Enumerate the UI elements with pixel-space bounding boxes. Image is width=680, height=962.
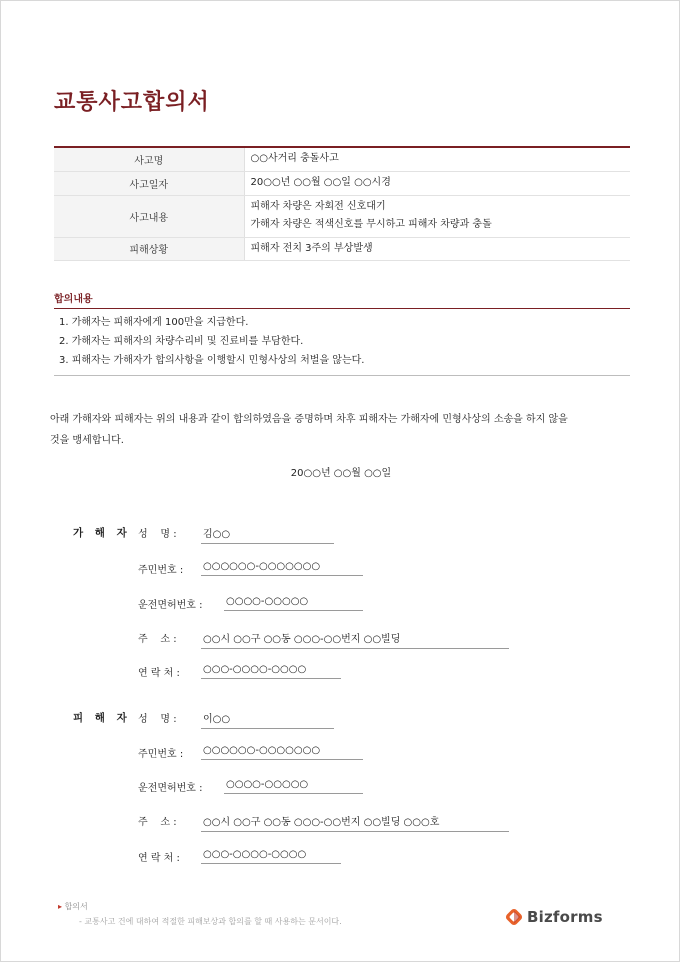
table-row — [54, 195, 630, 237]
statement-text — [50, 409, 632, 451]
agreement-heading: 합의내용 — [54, 294, 93, 305]
bizforms-logo[interactable] — [505, 908, 603, 926]
document-title: 교통사고합의서 — [54, 90, 210, 115]
victim-name-label: 성 명 : — [138, 714, 177, 725]
list-item: 2. 가해자는 피해자의 차량수리비 및 진료비를 부담한다. — [59, 336, 304, 347]
brand-name: Bizforms — [527, 908, 603, 926]
offender-license-field[interactable]: ○○○○-○○○○○ — [224, 596, 363, 611]
offender-license-label: 운전면허번호 : — [138, 600, 203, 611]
damage-status-value: 피해자 전치 3주의 부상발생 — [244, 237, 630, 260]
offender-id-field[interactable]: ○○○○○○-○○○○○○○ — [201, 561, 363, 576]
offender-phone-field[interactable]: ○○○-○○○○-○○○○ — [201, 664, 341, 679]
statement-line-1: 아래 가해자와 피해자는 위의 내용과 같이 합의하였음을 증명하며 차후 피해자는 가해자에 민형사상의 소송을 하지 않을 — [50, 414, 568, 425]
victim-title: 피 해 자 — [73, 712, 131, 724]
accident-detail-value: 피해자 차량은 자회전 신호대기 가해자 차량은 적색신호를 무시하고 피해자 차량과 충돌 — [244, 195, 630, 237]
victim-id-field[interactable]: ○○○○○○-○○○○○○○ — [201, 745, 363, 760]
offender-phone-label: 연 락 처 : — [138, 668, 180, 679]
accident-date-value: 20○○년 ○○월 ○○일 ○○시경 — [244, 171, 630, 195]
victim-name-field[interactable]: 이○○ — [201, 710, 334, 729]
statement-line-2: 것을 맹세합니다. — [50, 435, 124, 446]
footer-description: - 교통사고 건에 대하여 적절한 피해보상과 합의를 할 때 사용하는 문서이다. — [79, 917, 342, 926]
offender-title: 가 해 자 — [73, 527, 131, 539]
footer-doc-type — [58, 901, 88, 912]
victim-license-label: 운전면허번호 : — [138, 783, 203, 794]
accident-detail-label: 사고내용 — [54, 195, 244, 237]
offender-name-label: 성 명 : — [138, 529, 177, 540]
offender-address-label: 주 소 : — [138, 634, 177, 645]
agreement-date: 20○○년 ○○월 ○○일 — [290, 468, 392, 479]
table-row — [54, 147, 630, 171]
agreement-box — [54, 308, 630, 376]
offender-address-field[interactable]: ○○시 ○○구 ○○동 ○○○-○○번지 ○○빌딩 — [201, 630, 509, 649]
victim-address-field[interactable]: ○○시 ○○구 ○○동 ○○○-○○번지 ○○빌딩 ○○○호 — [201, 813, 509, 832]
offender-name-field[interactable]: 김○○ — [201, 525, 334, 544]
damage-status-label: 피해상황 — [54, 237, 244, 260]
list-item: 1. 가해자는 피해자에게 100만을 지급한다. — [59, 317, 249, 328]
offender-id-label: 주민번호 : — [138, 565, 184, 576]
list-item: 3. 피해자는 가해자가 합의사항을 이행할시 민형사상의 처벌을 않는다. — [59, 355, 365, 366]
accident-name-label: 사고명 — [54, 147, 244, 171]
table-row — [54, 171, 630, 195]
victim-address-label: 주 소 : — [138, 817, 177, 828]
accident-name-value: ○○사거리 충돌사고 — [244, 147, 630, 171]
footer-doc-type-label: 합의서 — [64, 902, 88, 911]
bizforms-logo-icon — [505, 908, 523, 926]
victim-phone-label: 연 락 처 : — [138, 853, 180, 864]
victim-phone-field[interactable]: ○○○-○○○○-○○○○ — [201, 849, 341, 864]
table-row — [54, 237, 630, 260]
accident-date-label: 사고일자 — [54, 171, 244, 195]
accident-info-table — [54, 146, 630, 261]
bullet-icon: ▸ — [58, 902, 63, 911]
victim-license-field[interactable]: ○○○○-○○○○○ — [224, 779, 363, 794]
victim-id-label: 주민번호 : — [138, 749, 184, 760]
